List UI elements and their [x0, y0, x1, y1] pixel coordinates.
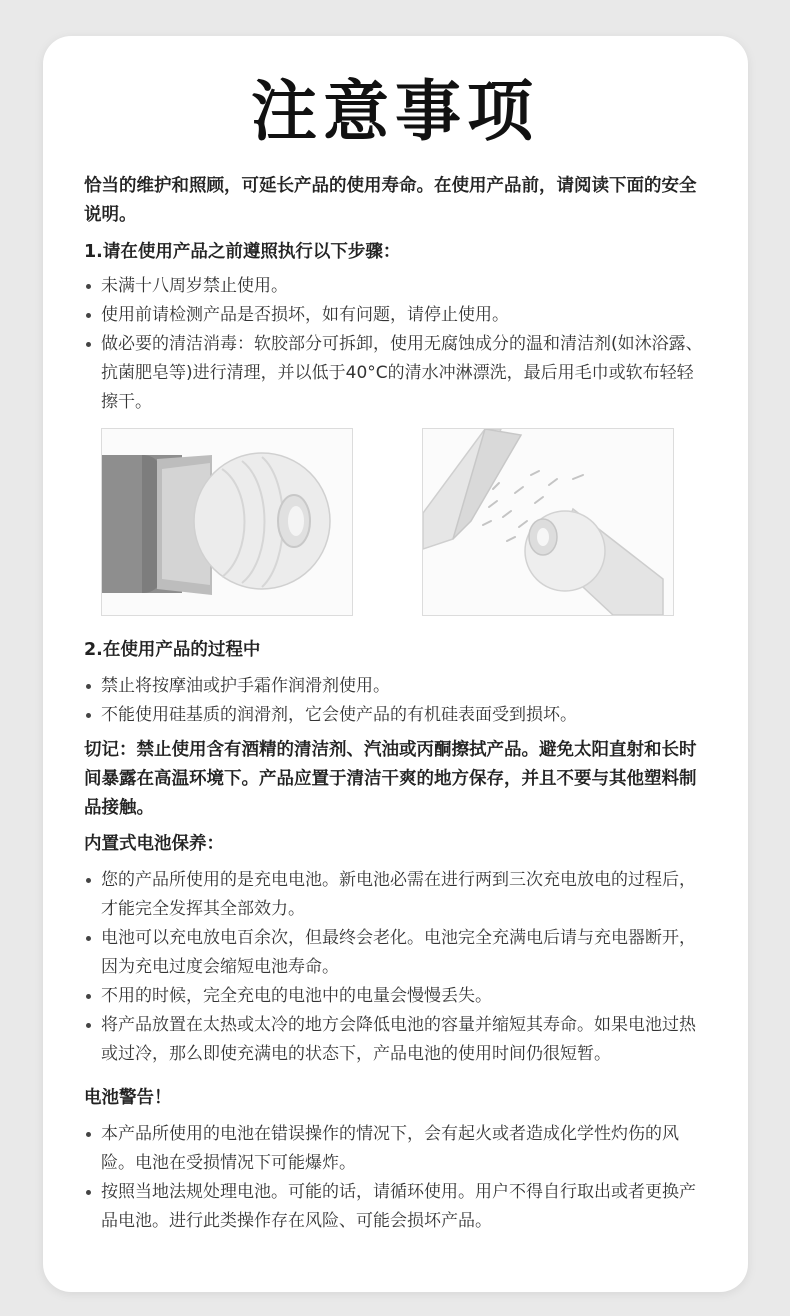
list-item: 不能使用硅基质的润滑剂，它会使产品的有机硅表面受到损坏。 [84, 701, 709, 730]
battery-warning-heading: 电池警告！ [84, 1088, 172, 1108]
section2-list [84, 672, 709, 730]
warning-text: 切记：禁止使用含有酒精的清洁剂、汽油或丙酮擦拭产品。避免太阳直射和长时间暴露在高温环境下。产品应置于清洁干爽的地方保存，并且不要与其他塑料制品接触。 [84, 740, 697, 818]
list-item: 使用前请检测产品是否损坏，如有问题，请停止使用。 [84, 301, 709, 330]
battery-list [84, 866, 709, 1069]
page-title: 注意事项 [251, 73, 539, 150]
battery-warning-list [84, 1120, 709, 1236]
list-item: 不用的时候，完全充电的电池中的电量会慢慢丢失。 [84, 982, 709, 1011]
list-item: 禁止将按摩油或护手霜作润滑剂使用。 [84, 672, 709, 701]
list-item: 电池可以充电放电百余次，但最终会老化。电池完全充满电后请与充电器断开，因为充电过度会缩短电池寿命。 [84, 924, 709, 982]
list-item: 您的产品所使用的是充电电池。新电池必需在进行两到三次充电放电的过程后，才能完全发挥其全部效力。 [84, 866, 709, 924]
section1-list [84, 272, 709, 417]
list-item: 按照当地法规处理电池。可能的话，请循环使用。用户不得自行取出或者更换产品电池。进行此类操作存在风险、可能会损坏产品。 [84, 1178, 709, 1236]
list-item: 未满十八周岁禁止使用。 [84, 272, 709, 301]
list-item: 将产品放置在太热或太冷的地方会降低电池的容量并缩短其寿命。如果电池过热或过冷，那么即使充满电的状态下，产品电池的使用时间仍很短暂。 [84, 1011, 709, 1069]
rinsing-illustration [422, 428, 674, 616]
list-item: 做必要的清洁消毒：软胶部分可拆卸，使用无腐蚀成分的温和清洁剂(如沐浴露、抗菌肥皂等)进行清理，并以低于40°C的清水冲淋漂洗，最后用毛巾或软布轻轻擦干。 [84, 330, 709, 417]
section1-heading: 1.请在使用产品之前遵照执行以下步骤： [84, 242, 401, 262]
section2-heading: 2.在使用产品的过程中 [84, 640, 261, 660]
battery-heading: 内置式电池保养： [84, 834, 224, 854]
list-item: 本产品所使用的电池在错误操作的情况下，会有起火或者造成化学性灼伤的风险。电池在受损情况下可能爆炸。 [84, 1120, 709, 1178]
detachable-head-illustration [101, 428, 353, 616]
intro-text: 恰当的维护和照顾，可延长产品的使用寿命。在使用产品前，请阅读下面的安全说明。 [84, 176, 697, 225]
